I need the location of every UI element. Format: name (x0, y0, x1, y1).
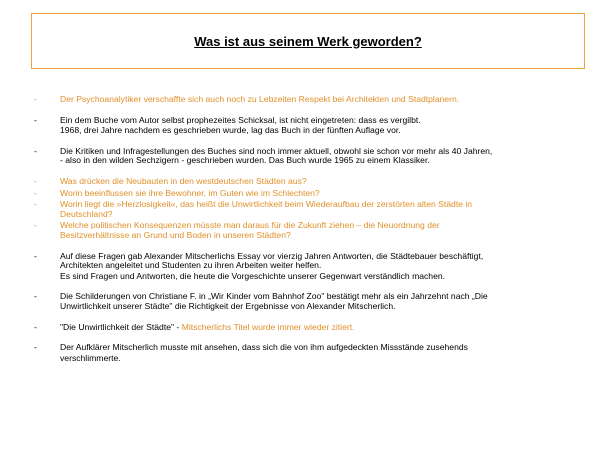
bullet-text (60, 292, 579, 311)
bullet-critiques (34, 147, 579, 166)
bullet-dash: - (34, 175, 37, 186)
bullet-line: Der Psychoanalytiker verschaffte sich auch noch zu Lebzeiten Respekt bei Architekten und Stadtplanern. (60, 94, 460, 104)
question-influence (34, 189, 579, 199)
bullet-text (60, 221, 579, 240)
bullet-dash: - (34, 250, 37, 261)
bullet-line: Was drücken die Neubauten in den westdeutschen Städten aus? (60, 175, 307, 186)
bullet-text (60, 323, 579, 333)
bullet-text (60, 343, 579, 363)
bullet-text (60, 189, 579, 199)
bullet-dash: - (34, 145, 37, 156)
bullet-dash: - (34, 321, 37, 332)
bullet-line: Auf diese Fragen gab Alexander Mitscherlichs Essay vor vierzig Jahren Antworten, die Städtebauer beschäftigt, (60, 250, 484, 261)
bullet-dash: - (34, 342, 37, 353)
title-box (31, 13, 585, 69)
bullet-prophecy (34, 116, 579, 136)
bullet-line: Der Aufklärer Mitscherlich musste mit ansehen, dass sich die von ihm aufgedeckten Missstände zusehends (60, 342, 468, 353)
bullet-line: Worin liegt die »Herzlosigkeit«, das heißt die Unwirtlichkeit beim Wiederaufbau der zerstörten alten Städte in (60, 199, 473, 210)
bullet-line: verschlimmerte. (60, 352, 121, 363)
bullet-respect (34, 95, 579, 105)
bullet-dash: - (34, 94, 37, 104)
bullet-text (60, 177, 579, 187)
bullet-dash: - (34, 220, 37, 231)
question-heartlessness (34, 200, 579, 219)
question-consequences (34, 221, 579, 240)
bullet-line: 1968, drei Jahre nachdem es geschrieben wurde, lag das Buch in der fünften Auflage vor. (60, 125, 401, 136)
content-area (34, 95, 579, 363)
bullet-text (60, 252, 579, 282)
bullet-text (60, 200, 579, 219)
bullet-line: Welche politischen Konsequenzen müsste man daraus für die Zukunft ziehen – die Neuordnung der (60, 220, 440, 231)
quoted-remark: Mitscherlichs Titel wurde immer wieder zitiert. (181, 321, 355, 332)
bullet-text (60, 95, 579, 105)
bullet-line: Worin beeinflussen sie ihre Bewohner, im Guten wie im Schlechten? (60, 187, 320, 198)
bullet-text (60, 116, 579, 136)
bullet-line: Es sind Fragen und Antworten, die heute die Vorgeschichte unserer Gegenwart verständlich machen. (60, 270, 446, 281)
bullet-line: Architekten angeleitet und Studenten zu ihren Arbeiten weiter helfen. (60, 260, 322, 271)
bullet-line: Unwirtlichkeit unserer Städte" die Richtigkeit der Ergebnisse von Alexander Mitscherlich. (60, 300, 396, 311)
bullet-answers (34, 252, 579, 282)
bullet-title-quoted (34, 323, 579, 333)
bullet-line: Die Kritiken und Infragestellungen des Buches sind noch immer aktuell, obwohl sie schon vor mehr als 40 Jahren, (60, 145, 493, 156)
bullet-line: - also in den wilden Sechzigern - geschrieben wurden. Das Buch wurde 1965 zu einem Klassiker. (60, 155, 430, 166)
quoted-title: "Die Unwirtlichkeit der Städte" - (60, 321, 182, 332)
question-newbuilds (34, 177, 579, 187)
page-title: Was ist aus seinem Werk geworden? (194, 33, 422, 49)
bullet-text (60, 147, 579, 166)
bullet-dash: - (34, 187, 37, 198)
bullet-line: Besitzverhältnisse an Grund und Boden in unseren Städten? (60, 229, 291, 240)
bullet-christiane (34, 292, 579, 311)
bullet-dash: - (34, 114, 37, 125)
bullet-line: Die Schilderungen von Christiane F. in „Wir Kinder vom Bahnhof Zoo" bestätigt mehr als ein Jahrzehnt nach „Die (60, 291, 488, 302)
bullet-dash: - (34, 199, 37, 210)
bullet-dash: - (34, 291, 37, 302)
bullet-enlightener (34, 343, 579, 363)
bullet-line: Deutschland? (60, 208, 113, 219)
bullet-line: Ein dem Buche vom Autor selbst prophezeites Schicksal, ist nicht eingetreten: dass es vergilbt. (60, 114, 421, 125)
